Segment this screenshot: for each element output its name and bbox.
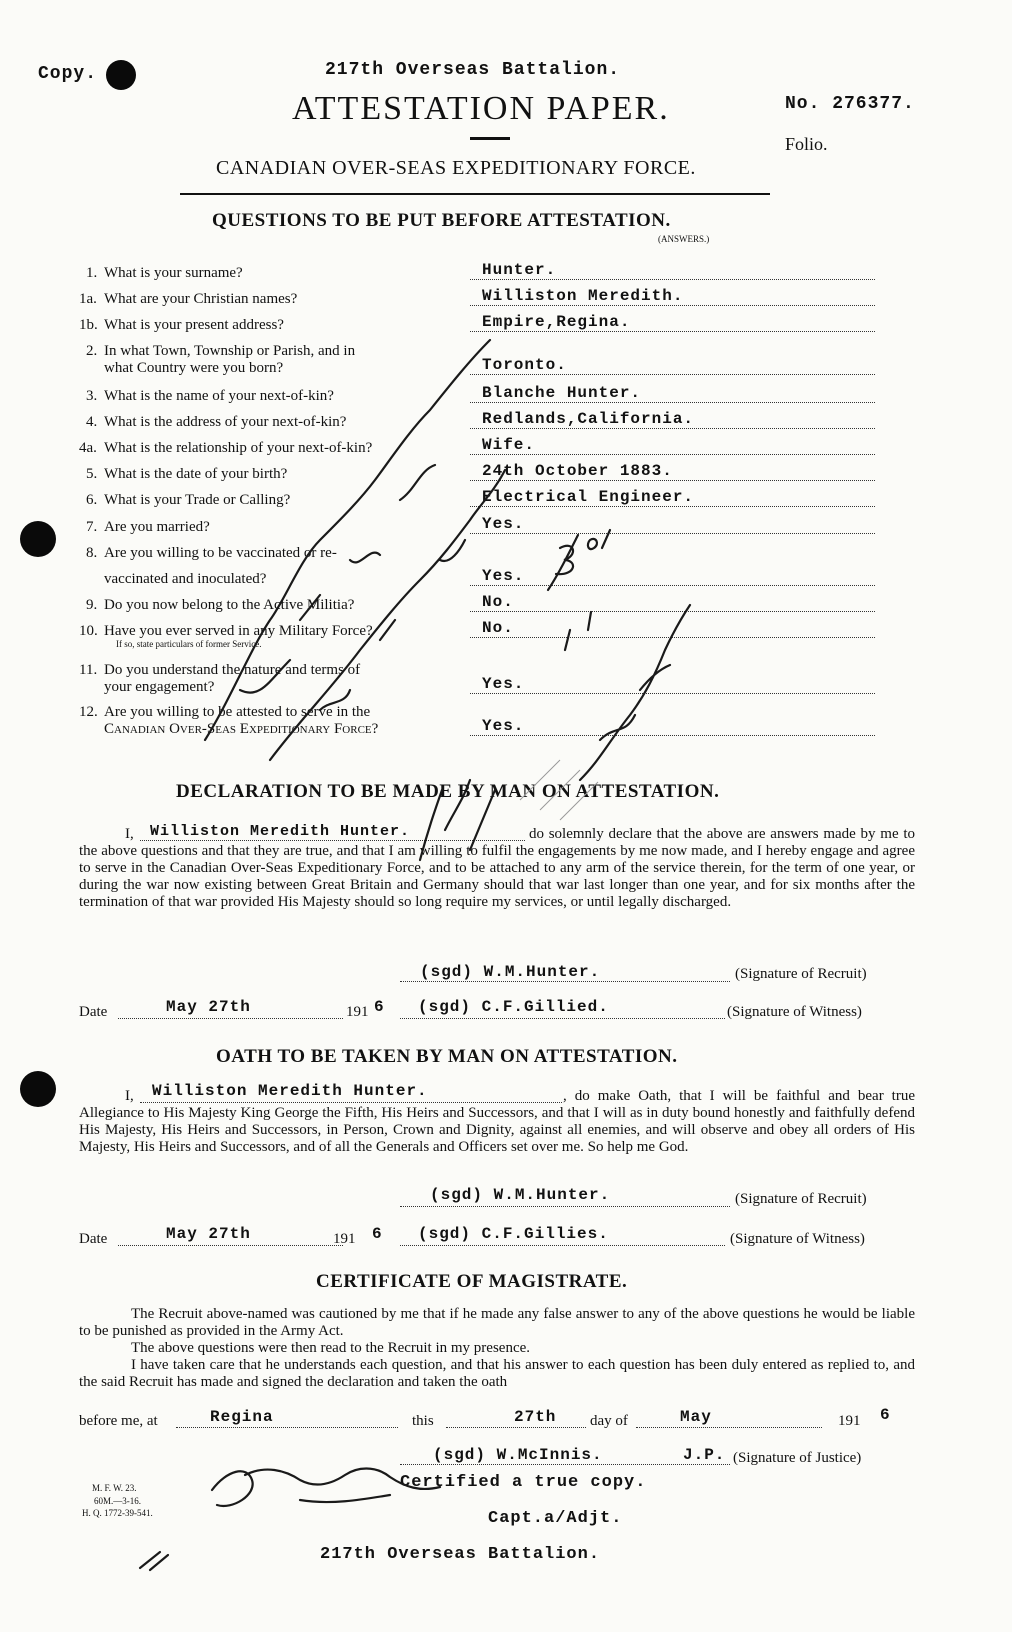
- oath-name: Williston Meredith Hunter.: [152, 1082, 428, 1100]
- form-code-1: M. F. W. 23.: [92, 1483, 137, 1493]
- answer-value: Wife.: [482, 436, 536, 454]
- answer-value: Empire,Regina.: [482, 313, 631, 331]
- answer-value: No.: [482, 593, 514, 611]
- question-number: 6.: [86, 492, 98, 508]
- certificate-place: Regina: [210, 1408, 274, 1426]
- force-title: CANADIAN OVER-SEAS EXPEDITIONARY FORCE.: [216, 157, 696, 179]
- oath-year-prefix: 191: [333, 1231, 356, 1247]
- declaration-heading: DECLARATION TO BE MADE BY MAN ON ATTESTATION.: [176, 781, 720, 802]
- justice-sig-label: (Signature of Justice): [733, 1450, 862, 1466]
- oath-recruit-signature: (sgd) W.M.Hunter.: [430, 1186, 611, 1204]
- certificate-day: 27th: [514, 1408, 557, 1426]
- declaration-year-digit: 6: [374, 998, 385, 1016]
- question-text: What is your Trade or Calling?: [104, 492, 291, 508]
- declaration-body: do solemnly declare that the above are answers made by me to the above questions and that they are true, and that I am willing to fulfil the engagements by me now made, and I hereby engage and agree to serve in the Canadian Over-Seas Expeditionary Force, and to be attached to any arm of the service therein, for the term of one year, or during the war now existing between Great Britain and Germany should that war last longer than one year, and for six months after the termination of that war provided His Majesty should so long require my services, or until legally discharged.: [79, 826, 915, 910]
- questions-heading: QUESTIONS TO BE PUT BEFORE ATTESTATION.: [212, 210, 671, 231]
- justice-jp: J.P.: [683, 1446, 726, 1464]
- question-number: 12.: [79, 704, 98, 720]
- right-signature-scrawl: [565, 605, 690, 780]
- declaration-date-label: Date: [79, 1004, 108, 1020]
- question-number: 7.: [86, 519, 98, 535]
- question-text: In what Town, Township or Parish, and in: [104, 343, 356, 359]
- question-note: If so, state particulars of former Service.: [116, 639, 262, 649]
- oath-body: , do make Oath, that I will be faithful and bear true Allegiance to His Majesty King George the Fifth, His Heirs and Successors, and that I will as in duty bound honestly and faithfully defend His Majesty, His Heirs and Successors, in Person, Crown and Dignity, against all enemies, and will observe and obey all orders of His Majesty, His Heirs and Successors, and of all the Generals and Officers set over me. So help me God.: [79, 1088, 915, 1155]
- faint-stamp: [520, 760, 598, 820]
- answer-value: Blanche Hunter.: [482, 384, 642, 402]
- copy-label: Copy.: [38, 64, 98, 84]
- question-number: 9.: [86, 597, 98, 613]
- question-number: 2.: [86, 343, 98, 359]
- declaration-witness-sig-label: (Signature of Witness): [727, 1004, 862, 1020]
- oath-recruit-sig-label: (Signature of Recruit): [735, 1191, 867, 1207]
- certified-copy: Certified a true copy.: [400, 1473, 647, 1492]
- oath-date: May 27th: [166, 1225, 251, 1243]
- question-number: 11.: [79, 662, 98, 678]
- oath-lead: I,: [125, 1088, 134, 1104]
- question-text: Do you understand the nature and terms of: [104, 662, 361, 678]
- initials-bo: [548, 530, 610, 590]
- form-code-2: 60M.—3-16.: [94, 1496, 141, 1506]
- declaration-year-prefix: 191: [346, 1004, 369, 1020]
- question-number: 4a.: [79, 440, 97, 456]
- diagonal-handwriting: [205, 340, 490, 740]
- battalion-top: 217th Overseas Battalion.: [325, 60, 621, 80]
- declaration-date: May 27th: [166, 998, 251, 1016]
- question-number: 5.: [86, 466, 98, 482]
- justice-signature: (sgd) W.McInnis.: [433, 1446, 603, 1464]
- adjutant-rank: Capt.a/Adjt.: [488, 1509, 623, 1528]
- oath-witness-signature: (sgd) C.F.Gillies.: [418, 1225, 609, 1243]
- page-title: ATTESTATION PAPER.: [292, 90, 670, 127]
- answer-value: Redlands,California.: [482, 410, 695, 428]
- question-text: Do you now belong to the Active Militia?: [104, 597, 355, 613]
- certificate-year-digit: 6: [880, 1406, 891, 1424]
- answer-value: No.: [482, 619, 514, 637]
- answer-value: Yes.: [482, 567, 525, 585]
- question-number: 8.: [86, 545, 98, 561]
- answer-value: Hunter.: [482, 261, 557, 279]
- question-number: 10.: [79, 623, 98, 639]
- answer-value: Yes.: [482, 717, 525, 735]
- certificate-para-3: I have taken care that he understands each question, and that his answer to each question has been duly entered as replied to, and the said Recruit has made and signed the declaration and taken the oath: [79, 1357, 915, 1390]
- question-text-line2: vaccinated and inoculated?: [104, 571, 267, 587]
- oath-heading: OATH TO BE TAKEN BY MAN ON ATTESTATION.: [216, 1046, 678, 1067]
- answers-label: (ANSWERS.): [658, 234, 710, 244]
- form-code-3: H. Q. 1772-39-541.: [82, 1508, 153, 1518]
- declaration-witness-signature: (sgd) C.F.Gillied.: [418, 998, 609, 1016]
- folio-label: Folio.: [785, 134, 828, 154]
- declaration-recruit-sig-label: (Signature of Recruit): [735, 966, 867, 982]
- answer-value: Electrical Engineer.: [482, 488, 695, 506]
- answer-value: Toronto.: [482, 356, 567, 374]
- declaration-name: Williston Meredith Hunter.: [150, 823, 411, 840]
- wm-initials: [420, 780, 495, 860]
- declaration-recruit-signature: (sgd) W.M.Hunter.: [420, 963, 601, 981]
- question-text: What is the date of your birth?: [104, 466, 288, 482]
- question-text-line2: your engagement?: [104, 679, 215, 695]
- certificate-month: May: [680, 1408, 712, 1426]
- answer-value: Williston Meredith.: [482, 287, 684, 305]
- question-text-line2: Canadian Over-Seas Expeditionary Force?: [104, 721, 379, 737]
- question-text: What are your Christian names?: [104, 291, 298, 307]
- question-text: What is your present address?: [104, 317, 284, 333]
- battalion-bottom: 217th Overseas Battalion.: [320, 1545, 601, 1564]
- question-number: 1.: [86, 265, 98, 281]
- certificate-day-of-label: day of: [590, 1413, 628, 1429]
- answer-value: Yes.: [482, 515, 525, 533]
- certificate-this-label: this: [412, 1413, 434, 1429]
- oath-year-digit: 6: [372, 1225, 383, 1243]
- question-number: 4.: [86, 414, 98, 430]
- question-text-line2: what Country were you born?: [104, 360, 284, 376]
- question-text: What is the name of your next-of-kin?: [104, 388, 334, 404]
- oath-date-label: Date: [79, 1231, 108, 1247]
- answer-value: Yes.: [482, 675, 525, 693]
- question-text: Are you willing to be attested to serve in the: [104, 704, 371, 720]
- declaration-lead: I,: [125, 826, 134, 842]
- officer-signature: [212, 1469, 440, 1506]
- question-text: What is the relationship of your next-of-kin?: [104, 440, 373, 456]
- certificate-heading: CERTIFICATE OF MAGISTRATE.: [316, 1271, 628, 1292]
- certificate-para-1: The Recruit above-named was cautioned by me that if he made any false answer to any of the above questions he would be liable to be punished as provided in the Army Act.: [79, 1306, 915, 1339]
- certificate-year-prefix: 191: [838, 1413, 861, 1429]
- question-text: Are you willing to be vaccinated or re-: [104, 545, 337, 561]
- question-number: 1a.: [79, 291, 97, 307]
- certificate-before-label: before me, at: [79, 1413, 158, 1429]
- question-text: Are you married?: [104, 519, 210, 535]
- oath-witness-sig-label: (Signature of Witness): [730, 1231, 865, 1247]
- certificate-para-2: The above questions were then read to the Recruit in my presence.: [131, 1340, 531, 1356]
- question-text: What is your surname?: [104, 265, 243, 281]
- question-number: 1b.: [79, 317, 98, 333]
- question-text: What is the address of your next-of-kin?: [104, 414, 347, 430]
- serial-number: No. 276377.: [785, 94, 915, 114]
- pen-stroke: [140, 1552, 168, 1570]
- question-number: 3.: [86, 388, 98, 404]
- question-text: Have you ever served in any Military Force?: [104, 623, 373, 639]
- answer-value: 24th October 1883.: [482, 462, 673, 480]
